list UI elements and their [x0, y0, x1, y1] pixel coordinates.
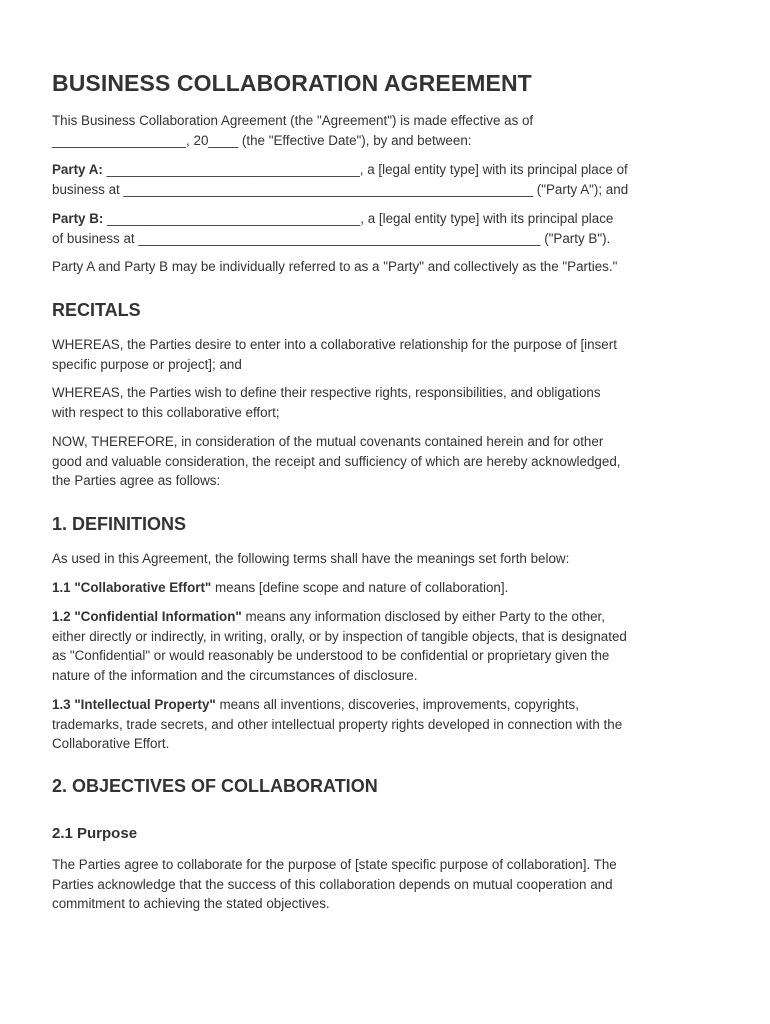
objectives-heading: 2. OBJECTIVES OF COLLABORATION — [52, 776, 378, 796]
definition-1-3-term: 1.3 "Intellectual Property" — [52, 697, 216, 712]
whereas-1-paragraph: WHEREAS, the Parties desire to enter into a collaborative relationship for the purpose of [insert specific purpose or project]; and — [52, 337, 617, 372]
definition-1-2-term: 1.2 "Confidential Information" — [52, 609, 242, 624]
party-b-label: Party B: — [52, 211, 104, 226]
definitions-heading: 1. DEFINITIONS — [52, 514, 187, 534]
intro-line-2: __________________, 20____ (the "Effective Date"), by and between: — [52, 132, 472, 148]
party-b-line-2: of business at ______________________________________________________ ("Party B"). — [52, 230, 611, 246]
definition-1-3: 1.3 "Intellectual Property" means all inventions, discoveries, improvements, copyrights, trademarks, trade secrets, and other intellectual property rights developed in connection with the Collaborative Effort. — [52, 697, 623, 752]
intro-paragraph — [52, 111, 724, 150]
recitals-heading: RECITALS — [52, 300, 141, 320]
parties-note: Party A and Party B may be individually referred to as a "Party" and collectively as the "Parties." — [52, 259, 618, 274]
whereas-2-paragraph: WHEREAS, the Parties wish to define their respective rights, responsibilities, and obligations with respect to this collaborative effort; — [52, 385, 601, 420]
purpose-heading: 2.1 Purpose — [52, 825, 138, 842]
party-a-line-2: business at _______________________________________________________ ("Party A"); and — [52, 181, 629, 197]
party-a-label: Party A: — [52, 162, 103, 177]
purpose-paragraph: The Parties agree to collaborate for the purpose of [state specific purpose of collaboration]. The Parties acknowledge that the success of this collaboration depends on mutual cooperation and commitment to achieving the stated objectives. — [52, 857, 617, 912]
party-b-paragraph — [52, 209, 724, 248]
intro-line-1: This Business Collaboration Agreement (the "Agreement") is made effective as of — [52, 113, 534, 128]
now-therefore-paragraph: NOW, THEREFORE, in consideration of the mutual covenants contained herein and for other good and valuable consideration, the receipt and sufficiency of which are hereby acknowledged, the Parties agree as follows: — [52, 434, 621, 489]
definitions-intro: As used in this Agreement, the following terms shall have the meanings set forth below: — [52, 551, 570, 566]
party-b-line-1: __________________________________, a [legal entity type] with its principal place — [103, 211, 614, 226]
party-a-paragraph — [52, 160, 724, 199]
document-title: BUSINESS COLLABORATION AGREEMENT — [52, 70, 532, 96]
definition-1-1: 1.1 "Collaborative Effort" means [define scope and nature of collaboration]. — [52, 580, 509, 595]
definition-1-2: 1.2 "Confidential Information" means any information disclosed by either Party to the other, either directly or indirectly, in writing, orally, or by inspection of tangible objects, that is designated as "Confidential" or would reasonably be understood to be confidential or proprietary given the nature of the information and the circumstances of disclosure. — [52, 609, 627, 683]
party-a-line-1: __________________________________, a [legal entity type] with its principal place of — [102, 162, 628, 177]
definition-1-1-term: 1.1 "Collaborative Effort" — [52, 580, 212, 595]
